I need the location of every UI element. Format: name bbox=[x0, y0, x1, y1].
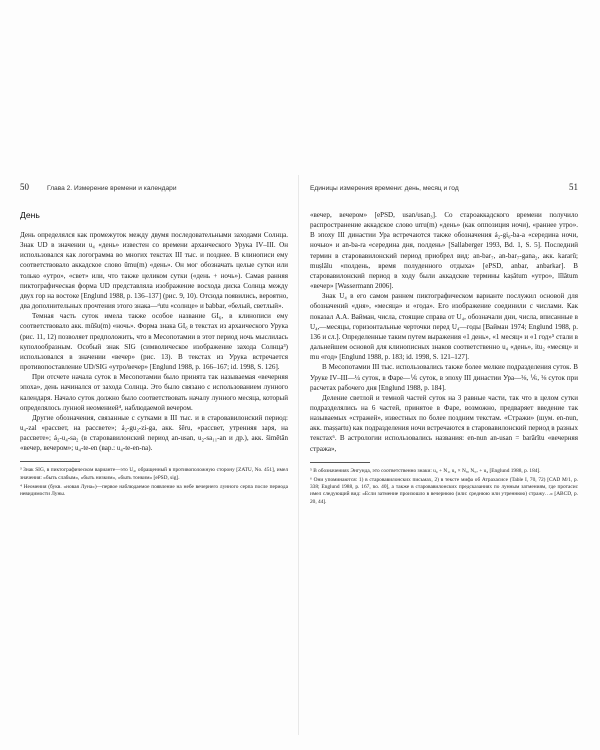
right-running-head: Единицы измерения времени: день, месяц и год bbox=[310, 185, 459, 192]
footnote: ⁴ Неомения (букв. «новая Луна»)—первое наблюдаемое появление на небе вечернего лунного серпа после периода невидимости Луны. bbox=[20, 483, 288, 498]
left-page bbox=[20, 182, 288, 500]
left-page-number: 50 bbox=[20, 182, 29, 192]
right-header bbox=[310, 182, 578, 194]
footnote-rule bbox=[20, 461, 80, 462]
right-page bbox=[310, 182, 578, 508]
right-page-number: 51 bbox=[569, 182, 578, 192]
paragraph: День определялся как промежуток между двумя последовательными заходами Солнца. Знак UD в значении u₄ «день» известен со времени архаического Урука IV–III. Он использовался как логограмма во многих текстах III тыс. и позднее. В клинописи ему соответствовало аккадское слово ūmu(m) «день». Он мог обозначать целые сутки или только «утро», «свет» или, что также целиком сутки («день + ночь»). Самая ранняя пиктографическая форма UD представляла изображение восхода диска Солнца между двух гор на востоке [Englund 1988, p. 136–137] (рис. 9, 10). Отсюда появились, вероятно, два дополнительных прочтения этого знака—ᵈutu «солнце» и babbar, «белый, светлый». bbox=[20, 231, 288, 311]
page-gutter bbox=[298, 175, 299, 735]
footnote: ⁶ Они упоминаются: 1) в старовавилонских письмах, 2) в тексте мифа об Атрахасисе (Table I, 70, 72) [CAD M/1, p. 338; Englund 1988, p. 167, no. 40], а также в старовавилонских предсказаниях по лунным затмениям, где протасис имел следующий вид: «Если затмение произошло в вечернюю (или: среднюю или утреннюю) стражу…» [ABCD, p. 20, 44]. bbox=[310, 476, 578, 505]
left-header bbox=[20, 182, 288, 194]
paragraph: В Месопотамии III тыс. использовались также более мелкие подразделения суток. В Уруке IV–III—¼ суток, в Фаре—⅙ суток, в эпоху III династии Ура—⅛, ⅙, ⅛ суток при расчетах рабочего дня [Englund 1988, p. 184]. bbox=[310, 363, 578, 392]
footnote: ⁵ В обозначениях Энгунда, это соответственно знаки: u₄ + N₁, u₄ × N₈, N₅₇ + u₄ [Englund 1988, p. 184]. bbox=[310, 467, 541, 474]
footnote-rule bbox=[310, 462, 370, 463]
paragraph: Деление светлой и темной частей суток на 3 равные части, так что в целом сутки подразделялись на 6 частей, принятое в Фаре, возможно, предваряет введение так называемых «стражей», известных по более поздним текстам. «Стражи» (шум. en-nun, акк. maṣṣartu) как подразделения ночи встречаются в старовавилонский период в разных текстах⁶. В астрологии использовались названия: en-nun an-usan = barārītu «вечерняя стража», bbox=[310, 393, 578, 453]
paragraph: При отсчете начала суток в Месопотамии было принята так называемая «вечерняя эпоха», день начинался от захода Солнца. Это было связано с использованием лунного календаря. Начало суток должно было соответствовать началу лунного месяца, который определялось лунной неоменией⁴, наблюдаемой вечером. bbox=[20, 373, 288, 412]
left-running-head: Глава 2. Измерение времени и календари bbox=[47, 185, 177, 192]
paragraph: «вечер, вечером» [ePSD, usan/usan₃]. Со староаккадского времени получило распространение аккадское слово urru(m) «день» (как оппозиция ночи), «раннее утро». В эпоху III династии Ура встречаются также обозначения á₂-gi₆-ba-a «середина ночи, ночью» и an-ba-ra «середина дня, полдень» [Sallaberger 1993, Bd. 1, S. 5]. Последний термин в старовавилонский период приобрел вид: an-bar₇, an-bar₇-gana₂, акк. kararû; muṣlālu «полдень, время полуденного отдыха» [ePSD, anbar, anbarkar]. В старовавилонский период в ходу были аккадские термины kaṣâtum «утро», līlâtum «вечер» [Wassermann 2006]. bbox=[310, 211, 578, 291]
footnote: ³ Знак SIG, в пиктографическом варианте—это U₄, обращенный в противоположную сторону [ZATU, No. 451], имел значения: «быть слабым», «быть низким», «быть тонким» [ePSD, sig]. bbox=[20, 467, 288, 481]
section-title: День bbox=[20, 210, 40, 220]
paragraph: Знак U₄ в его самом раннем пиктографическом варианте послужил основой для обозначений «дня», «месяца» и «года». Его изображение соединили с числами. Как показал А.А. Вайман, числа, стоящие справа от U₄, обозначали дни, числа, вписанные в U₄,—месяцы, горизонтальные черточки перед U₄—годы [Вайман 1974; Englund 1988, p. 136 и сл.]. Определенные таким путем выражения «1 день», «1 месяц» и «1 год»⁵ стали в дальнейшем основой для клинописных знаков соответственно u₄ «день», itu₂ «месяц» и mu «год» [Englund 1988, p. 183; id. 1998, S. 121–127]. bbox=[310, 292, 578, 362]
paragraph: Темная часть суток имела также особое название GI₆, в клинописи ему соответствовало акк. mūšu(m) «ночь». Форма знака GI₆ в текстах из архаического Урука (рис. 11, 12) позволяет предположить, что в Месопотамии в этот период ночь мыслилась куполообразным. Особый знак SIG (символическое изображение захода Солнца³) использовался в значении «вечер» (рис. 13). В текстах из Урука встречается противопоставление UD/SIG «утро/вечер» [Englund 1988, p. 166–167; id. 1998, S. 126]. bbox=[20, 312, 288, 372]
paragraph: Другие обозначения, связанные с сутками в III тыс. и в старовавилонский период: u₄-zal «рассвет, на рассвете»; á₂-gu₂-zi-ga, акк. šēru, «рассвет, утренняя заря, на рассвете»; á₂-u₄-sa₂ (в старовавилонский период an-usan, u₂-sa₁₁-an и др.), акк. šimētān «вечер, вечером»; u₄-te-en (вар.: u₄-te-en-na). bbox=[20, 413, 288, 453]
